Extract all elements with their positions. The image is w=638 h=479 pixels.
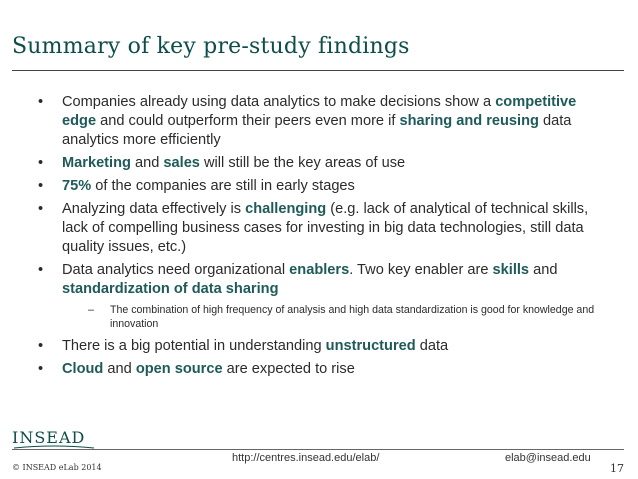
bullet-text: and [103, 361, 136, 377]
bullet-text: data analytics more efficiently [62, 113, 572, 148]
bullet-text: of the companies are still in early stages [91, 178, 355, 194]
bullet-emphasis: unstructured [325, 338, 416, 354]
bullet-text: and could outperform their peers even more if [96, 113, 400, 129]
bullet-text: (e.g. lack of analytical of technical skills, lack of compelling business cases for investing in big data technologies, still data quality issues, etc.) [62, 201, 589, 255]
bullet-item [38, 154, 608, 173]
bullet-emphasis: competitive edge [62, 94, 577, 129]
bullet-marker: • [38, 94, 44, 110]
copyright-text: © INSEAD eLab 2014 [12, 463, 102, 472]
page-number: 17 [610, 462, 624, 475]
footer-email-link[interactable]: elab@insead.edu [505, 452, 591, 464]
bullet-text: are expected to rise [222, 361, 355, 377]
bullet-emphasis: skills [492, 262, 530, 278]
bullet-text: There is a big potential in understanding [62, 338, 326, 354]
bullet-emphasis: standardization of data sharing [62, 281, 279, 297]
bullet-text: . Two key enabler are [349, 262, 493, 278]
bullet-text: data [415, 338, 449, 354]
sub-bullet-item [62, 304, 608, 331]
bullet-emphasis: Marketing [62, 155, 131, 171]
bullet-item [38, 261, 608, 331]
bullet-emphasis: enablers [289, 262, 350, 278]
bullet-marker: • [38, 178, 44, 194]
footer-url-link[interactable]: http://centres.insead.edu/elab/ [232, 452, 380, 464]
bullet-marker: • [38, 361, 44, 377]
sub-bullet-marker: – [88, 304, 94, 316]
bullet-marker: • [38, 155, 44, 171]
bullet-marker: • [38, 262, 44, 278]
bullet-text: Data analytics need organizational [62, 262, 290, 278]
bullet-emphasis: open source [135, 361, 223, 377]
bullet-emphasis: Cloud [62, 361, 104, 377]
sub-bullet-text: The combination of high frequency of analysis and high data standardization is good for knowledge and innovation [110, 304, 595, 330]
bullet-item [38, 360, 608, 379]
bullet-text: and [130, 155, 164, 171]
bullet-item [38, 200, 608, 257]
bullet-item [38, 337, 608, 356]
bullet-text: will still be the key areas of use [199, 155, 406, 171]
title-divider [12, 70, 624, 71]
bullet-item [38, 93, 608, 150]
bullet-item [38, 177, 608, 196]
bullet-text: Analyzing data effectively is [62, 201, 246, 217]
bullet-emphasis: sales [163, 155, 200, 171]
slide-title: Summary of key pre-study findings [12, 34, 410, 59]
bullet-list [38, 93, 608, 383]
bullet-text: and [529, 262, 558, 278]
bullet-emphasis: 75% [62, 178, 92, 194]
bullet-text: Companies already using data analytics to make decisions show a [62, 94, 496, 110]
bullet-marker: • [38, 338, 44, 354]
insead-logo: INSEAD [12, 428, 86, 447]
bullet-marker: • [38, 201, 44, 217]
bullet-emphasis: challenging [245, 201, 327, 217]
footer-divider [12, 449, 624, 450]
bullet-emphasis: sharing and reusing [399, 113, 539, 129]
